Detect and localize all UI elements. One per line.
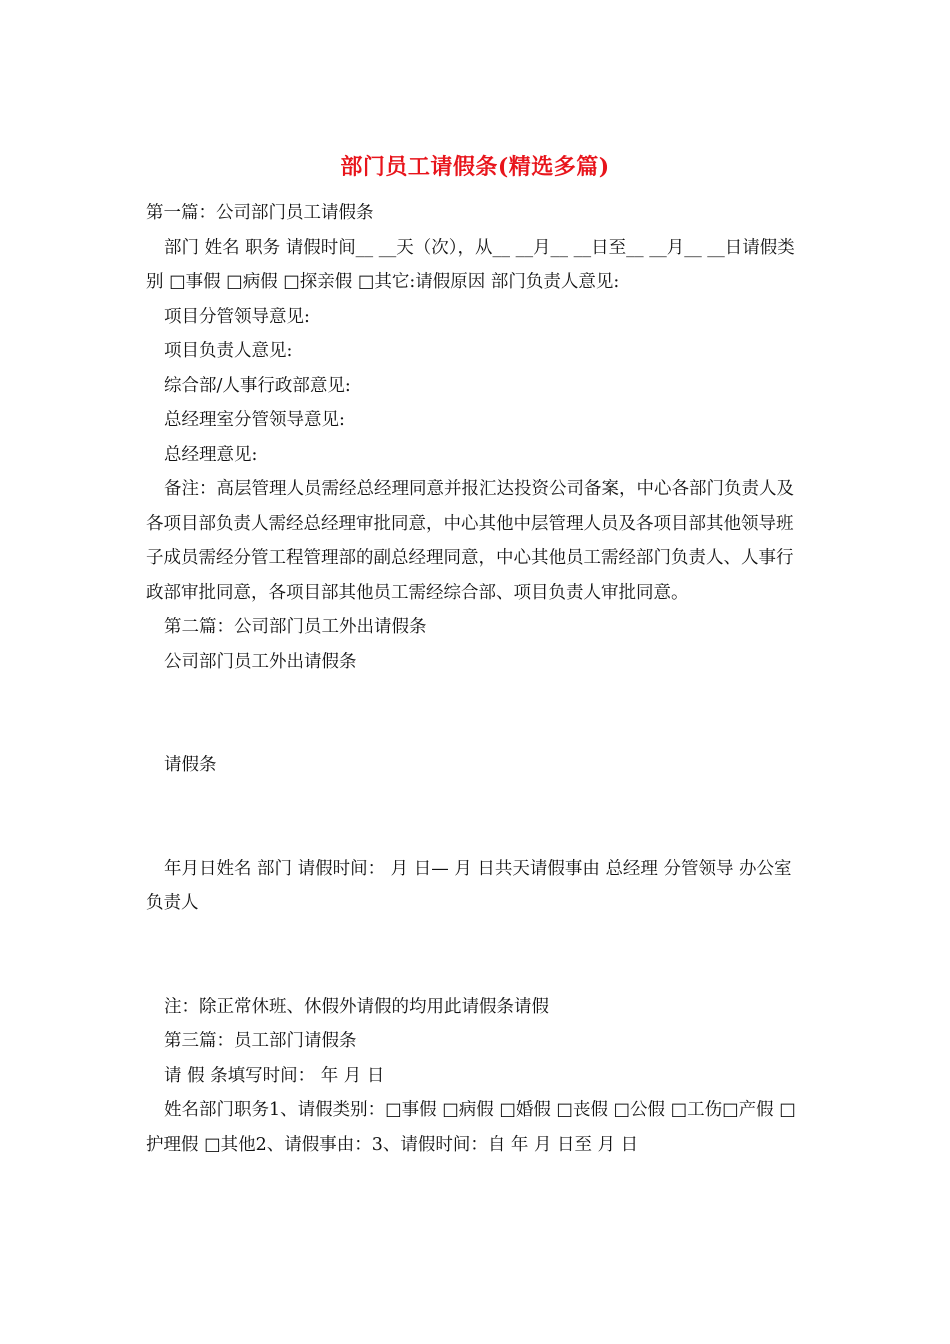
approval-line: 总经理室分管领导意见: [164,410,345,430]
remarks-paragraph: 备注：高层管理人员需经总经理同意并报汇达投资公司备案，中心各部门负责人及各项目部负责人需经总经理审批同意，中心其他中层管理人员及各项目部其他领导班子成员需经分管工程管理部的副总经理同意，中心其他员工需经部门负责人、人事行政部审批同意，各项目部其他员工需经综合部、项目负责人审批同意。 [146,479,794,603]
section-heading-2: 第二篇：公司部门员工外出请假条 [164,617,427,637]
section-heading-1: 第一篇：公司部门员工请假条 [146,203,374,223]
approval-line: 项目负责人意见: [164,341,293,361]
form-fields-paragraph: 年月日姓名 部门 请假时间： 月 日— 月 日共天请假事由 总经理 分管领导 办公室负责人 [146,858,792,913]
spacer [146,679,806,748]
form-title: 请假条 [164,755,217,775]
spacer [146,783,806,852]
form-title-line: 请 假 条填写时间： 年 月 日 [164,1065,385,1086]
subheading: 公司部门员工外出请假条 [164,651,357,672]
approval-line: 总经理意见: [164,444,258,465]
spacer [146,921,806,990]
document-title: 部门员工请假条(精选多篇) [340,154,610,180]
document-body [146,196,806,1162]
form-fields-paragraph: 姓名部门职务1、请假类别：□事假 □病假 □婚假 □丧假 □公假 □工伤□产假 □护理假 □其他2、请假事由：3、请假时间：自 年 月 日至 月 日 [146,1100,796,1155]
approval-line: 综合部/人事行政部意见: [164,375,351,396]
section-heading-3: 第三篇：员工部门请假条 [164,1031,357,1051]
approval-line: 项目分管领导意见: [164,306,310,327]
form-fields-paragraph: 部门 姓名 职务 请假时间__ __天（次），从__ __月__ __日至__ __月__ __日请假类别 □事假 □病假 □探亲假 □其它:请假原因 部门负责人意见: [146,237,795,292]
note-paragraph: 注：除正常休班、休假外请假的均用此请假条请假 [164,996,549,1017]
